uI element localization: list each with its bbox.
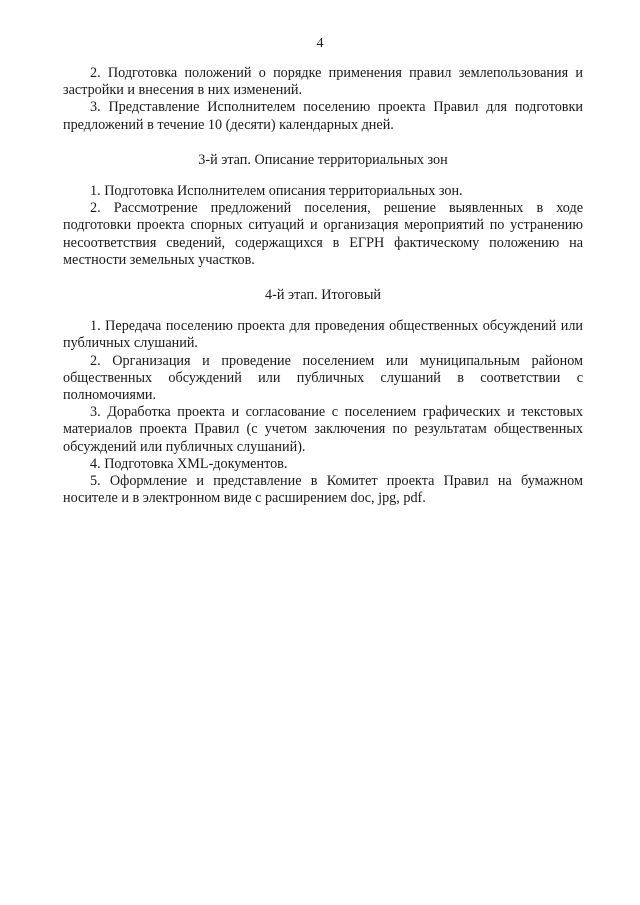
section-stage-2-continuation [63, 65, 583, 134]
section-stage-3 [63, 152, 583, 269]
list-item: 5. Оформление и представление в Комитет проекта Правил на бумажном носителе и в электронном виде с расширением doc, jpg, pdf. [63, 473, 583, 507]
section-stage-4 [63, 287, 583, 507]
list-item: 2. Организация и проведение поселением или муниципальным районом общественных обсуждений или публичных слушаний в соответствии с полномочиями. [63, 352, 583, 404]
section-heading: 3-й этап. Описание территориальных зон [198, 151, 448, 168]
list-item: 2. Рассмотрение предложений поселения, решение выявленных в ходе подготовки проекта спорных ситуаций и организация мероприятий по устранению несоответствия сведений, содержащихся в ЕГРН фактическому положению на местности земельных участков. [63, 200, 583, 268]
list-item: 3. Доработка проекта и согласование с поселением графических и текстовых материалов проекта Правил (с учетом заключения по результатам общественных обсуждений или публичных слушаний). [63, 404, 583, 455]
document-body [63, 65, 583, 507]
list-item: 2. Подготовка положений о порядке применения правил землепользования и застройки и внесения в них изменений. [63, 65, 583, 99]
page-number: 4 [316, 36, 324, 51]
list-item: 1. Передача поселению проекта для проведения общественных обсуждений или публичных слушаний. [63, 318, 583, 352]
list-item: 4. Подготовка XML-документов. [90, 455, 288, 472]
list-item: 3. Представление Исполнителем поселению проекта Правил для подготовки предложений в течение 10 (десяти) календарных дней. [63, 99, 583, 133]
section-heading: 4-й этап. Итоговый [265, 287, 381, 304]
list-item: 1. Подготовка Исполнителем описания территориальных зон. [90, 183, 463, 200]
